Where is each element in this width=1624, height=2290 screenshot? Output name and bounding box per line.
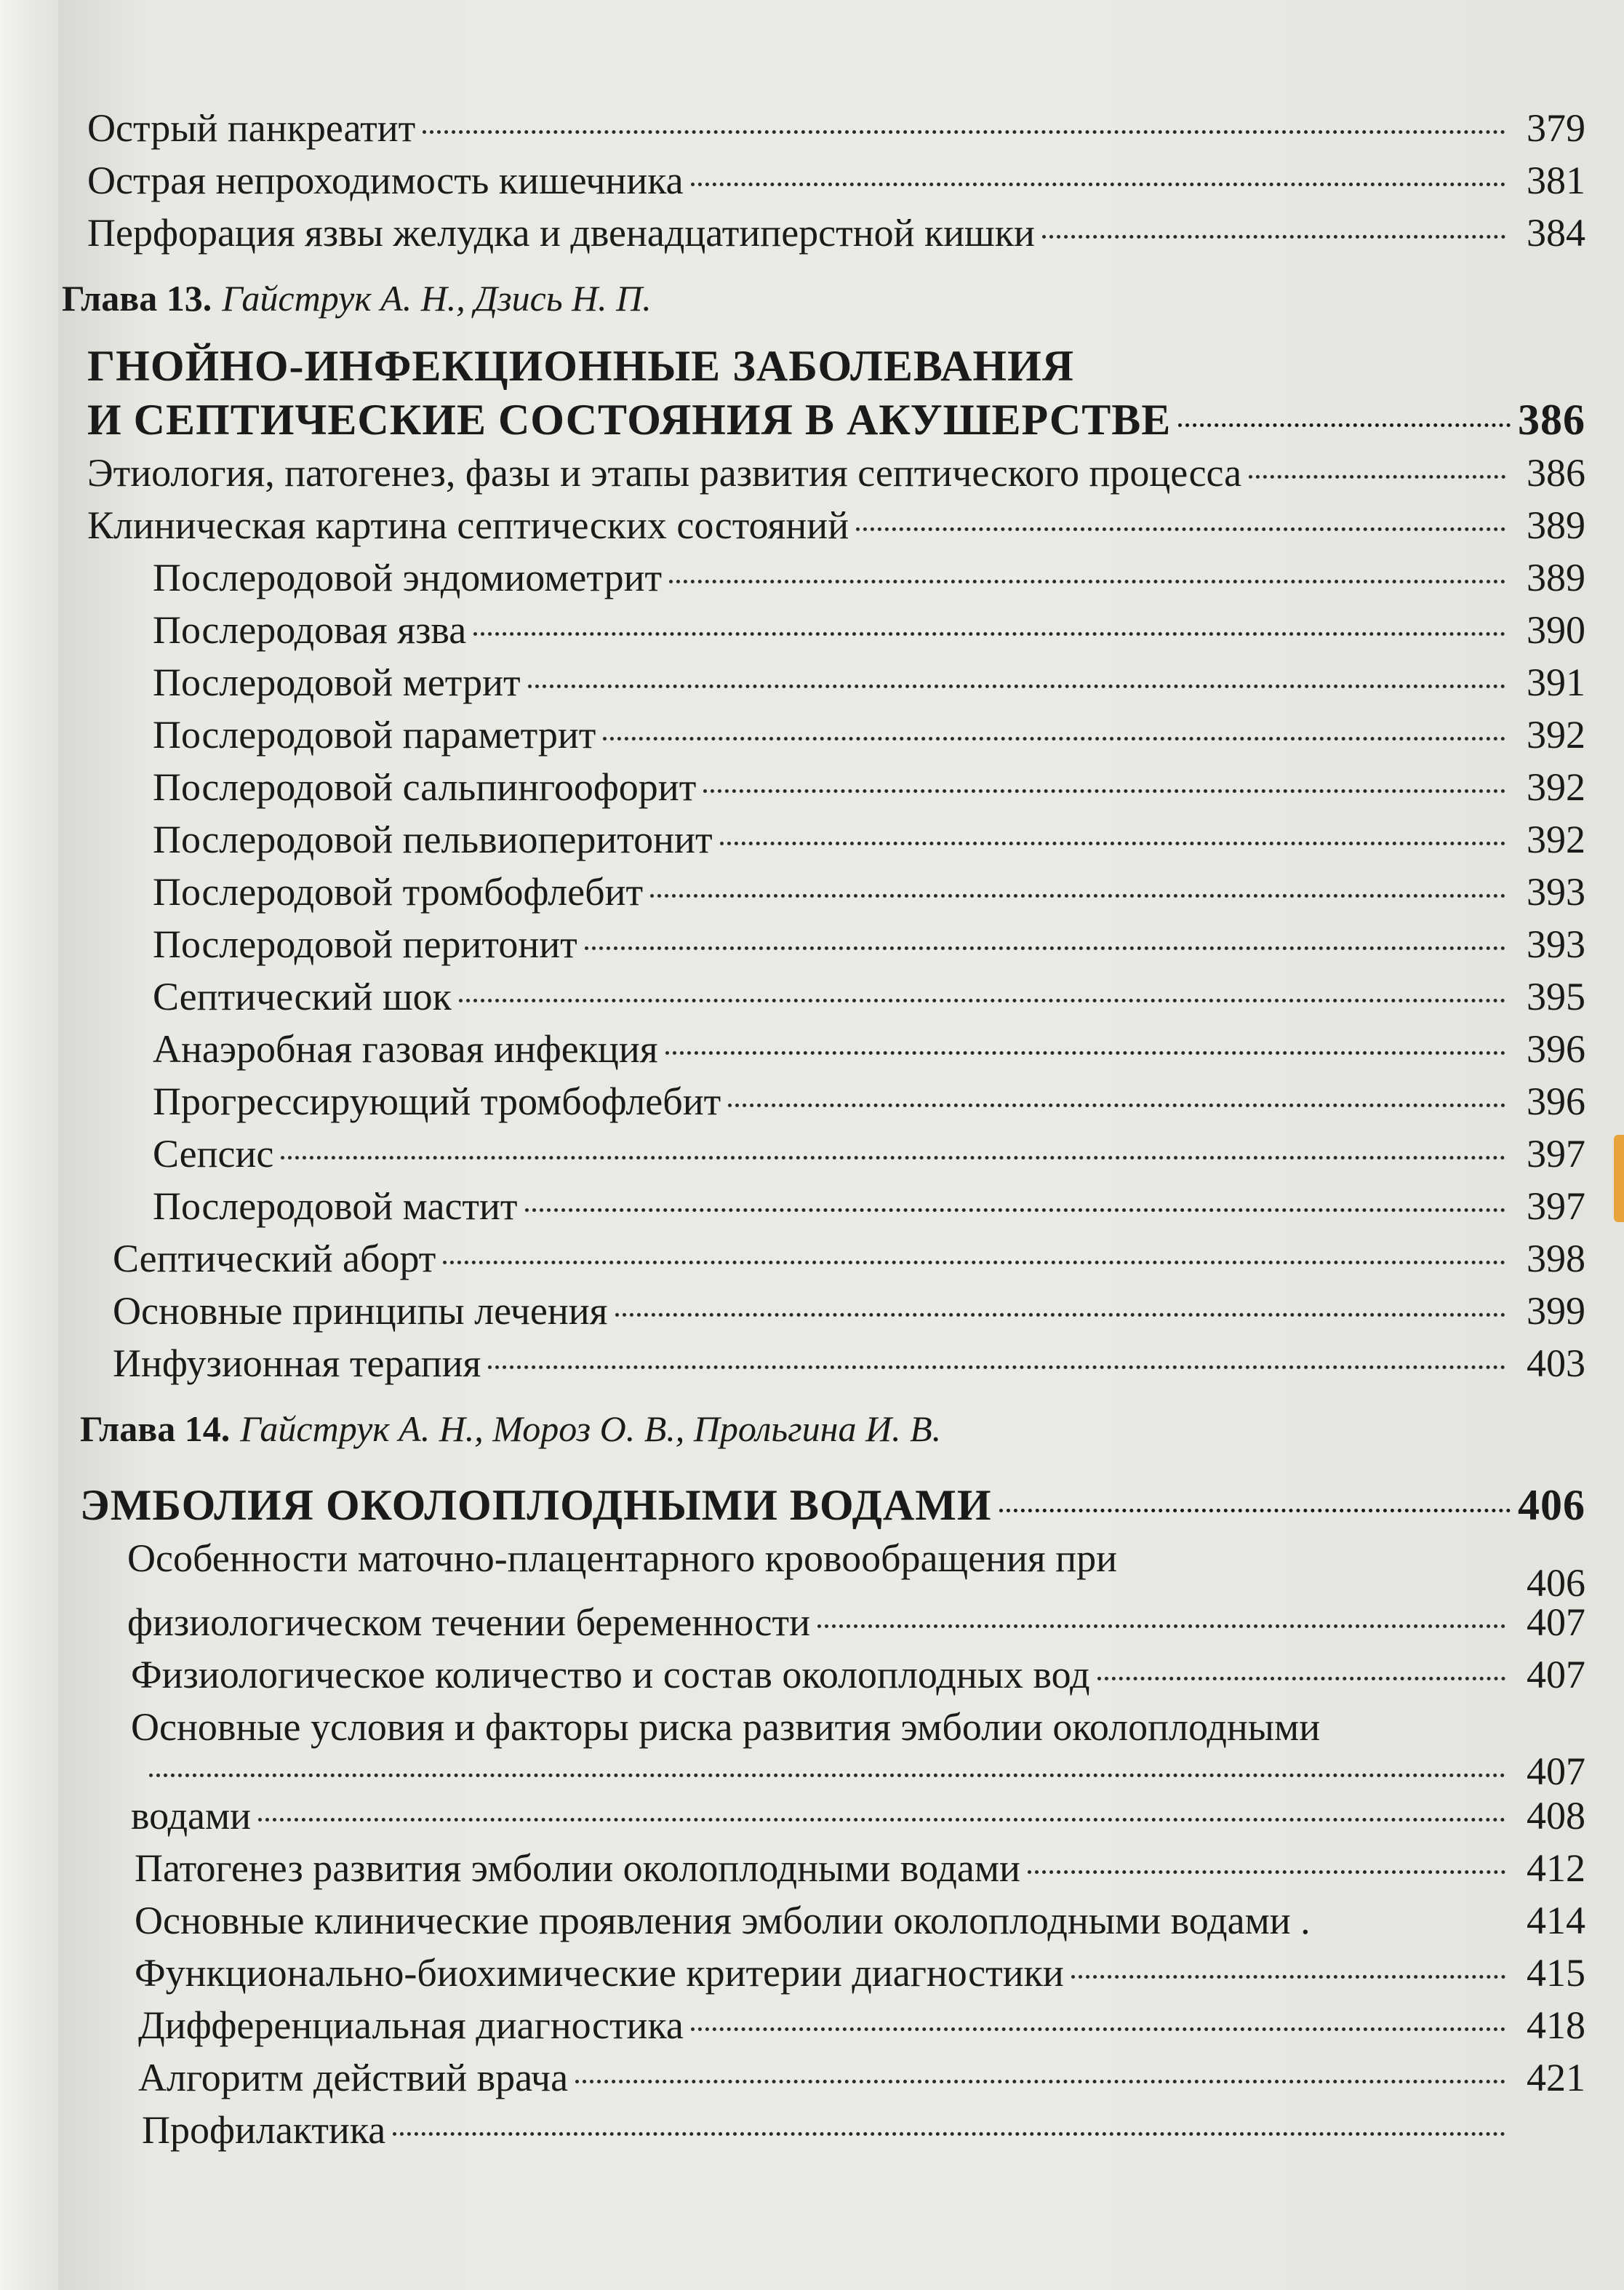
- dot-leader: [1249, 475, 1505, 479]
- toc-entry[interactable]: [87, 1648, 1585, 1701]
- toc-entry-page: 418: [1527, 2003, 1585, 2047]
- toc-entry-page: 392: [1527, 765, 1585, 809]
- toc-entry-title: водами: [131, 1794, 252, 1838]
- toc-entry-page-line[interactable]: [87, 1561, 1585, 1605]
- dot-leader: [669, 580, 1505, 583]
- toc-subentry[interactable]: [87, 866, 1585, 918]
- toc-subentry[interactable]: [87, 761, 1585, 813]
- dot-leader: [488, 1365, 1505, 1369]
- toc-entry-title: Послеродовой сальпингоофорит: [153, 765, 697, 809]
- toc-entry[interactable]: [87, 207, 1585, 259]
- toc-entry-page: 391: [1527, 661, 1585, 704]
- toc-entry-title: Острая непроходимость кишечника: [87, 159, 684, 202]
- toc-entry-title: Послеродовой метрит: [153, 661, 521, 704]
- book-page: [58, 0, 1624, 2290]
- dot-leader: [817, 1624, 1505, 1628]
- dot-leader: [856, 527, 1505, 531]
- toc-entry-title: Перфорация язвы желудка и двенадцатиперстной кишки: [87, 211, 1035, 255]
- toc-entry-line[interactable]: [87, 1701, 1585, 1753]
- toc-entry-title: Острый панкреатит: [87, 106, 416, 150]
- dot-leader: [720, 842, 1505, 845]
- toc-entry-title: Патогенез развития эмболии околоплодными водами: [135, 1846, 1020, 1890]
- toc-subentry[interactable]: [87, 604, 1585, 656]
- toc-entry-page: 396: [1527, 1027, 1585, 1071]
- toc-entry-title: Послеродовой перитонит: [153, 922, 577, 966]
- toc-entry-page: 389: [1527, 503, 1585, 547]
- toc-entry-title: Физиологическое количество и состав околоплодных вод: [131, 1653, 1090, 1696]
- dot-leader: [393, 2132, 1505, 2136]
- toc-entry-page: 393: [1527, 870, 1585, 914]
- chapter-14-header: [80, 1389, 1585, 1455]
- chapter-title-text: ЭМБОЛИЯ ОКОЛОПЛОДНЫМИ ВОДАМИ: [80, 1481, 992, 1529]
- toc-entry-page: 386: [1527, 451, 1585, 495]
- toc-entry-page: 395: [1527, 975, 1585, 1018]
- dot-leader: [691, 2027, 1505, 2031]
- toc-entry-page: 389: [1527, 556, 1585, 599]
- toc-entry-title: Септический аборт: [113, 1237, 436, 1280]
- toc-entry-line[interactable]: [87, 1750, 1585, 1793]
- chapter-title-page: 386: [1518, 396, 1585, 444]
- toc-entry-title: Особенности маточно-плацентарного кровообращения при: [127, 1536, 1117, 1580]
- toc-entry-title: Анаэробная газовая инфекция: [153, 1027, 658, 1071]
- dot-leader: [149, 1774, 1505, 1777]
- toc-entry-page: 415: [1527, 1951, 1585, 1995]
- chapter-14-title[interactable]: [80, 1478, 1585, 1532]
- toc-entry[interactable]: [87, 447, 1585, 499]
- toc-entry[interactable]: [87, 1790, 1585, 1842]
- chapter-title-text: И СЕПТИЧЕСКИЕ СОСТОЯНИЯ В АКУШЕРСТВЕ: [87, 396, 1172, 444]
- chapter-13-title-line1[interactable]: ГНОЙНО-ИНФЕКЦИОННЫЕ ЗАБОЛЕВАНИЯ: [87, 342, 1075, 390]
- toc-entry-page: 397: [1527, 1184, 1585, 1228]
- dot-leader: [1028, 1870, 1505, 1874]
- dot-leader: [525, 1208, 1505, 1212]
- toc-subentry[interactable]: [87, 813, 1585, 866]
- toc-entry-page: 390: [1527, 608, 1585, 652]
- dot-leader: [1097, 1677, 1505, 1680]
- toc-entry-title: Послеродовая язва: [153, 608, 467, 652]
- toc-entry[interactable]: [87, 1999, 1585, 2051]
- toc-entry[interactable]: [87, 2104, 1585, 2156]
- toc-entry[interactable]: [87, 1596, 1585, 1648]
- dot-leader: [585, 946, 1505, 950]
- toc-entry-title: Септический шок: [153, 975, 452, 1018]
- toc-subentry[interactable]: [87, 1075, 1585, 1128]
- toc-entry-title: Профилактика: [142, 2108, 386, 2152]
- dot-leader: [528, 685, 1505, 688]
- chapter-13-title-line2[interactable]: [87, 393, 1585, 447]
- toc-entry-title: Инфузионная терапия: [113, 1341, 481, 1385]
- dot-leader: [1178, 423, 1511, 427]
- toc-entry[interactable]: [87, 1232, 1585, 1285]
- toc-entry-title: Этиология, патогенез, фазы и этапы развития септического процесса: [87, 451, 1242, 495]
- dot-leader: [1318, 1923, 1505, 1926]
- toc-entry-page: 397: [1527, 1132, 1585, 1176]
- chapter-13-header: [62, 259, 1585, 324]
- toc-entry-page: 407: [1527, 1750, 1585, 1793]
- dot-leader: [999, 1509, 1511, 1512]
- toc-entry-title: Дифференциальная диагностика: [138, 2003, 684, 2047]
- dot-leader: [281, 1156, 1505, 1160]
- chapter-authors: Гайструк А. Н., Мороз О. В., Прольгина И. В.: [240, 1408, 942, 1449]
- toc-entry-title: Основные принципы лечения: [113, 1289, 608, 1333]
- toc-subentry[interactable]: [87, 656, 1585, 709]
- toc-entry[interactable]: [87, 1947, 1585, 1999]
- dot-leader: [615, 1313, 1505, 1317]
- toc-entry[interactable]: [87, 102, 1585, 154]
- toc-entry-page: 414: [1527, 1899, 1585, 1942]
- table-of-contents: [62, 102, 1585, 2156]
- dot-leader: [258, 1818, 1505, 1822]
- dot-leader: [473, 632, 1505, 636]
- toc-entry-page: 392: [1527, 818, 1585, 861]
- toc-entry-title: Клиническая картина септических состояний: [87, 503, 849, 547]
- toc-entry-page: 407: [1527, 1653, 1585, 1696]
- toc-entry-page: 381: [1527, 159, 1585, 202]
- toc-entry-page: 392: [1527, 713, 1585, 757]
- toc-entry-title: Послеродовой пельвиоперитонит: [153, 818, 713, 861]
- toc-entry[interactable]: [87, 1894, 1585, 1947]
- toc-entry-page: 379: [1527, 106, 1585, 150]
- toc-entry-title: Сепсис: [153, 1132, 274, 1176]
- toc-entry[interactable]: [87, 154, 1585, 207]
- toc-entry-page: 421: [1527, 2056, 1585, 2099]
- dot-leader: [443, 1261, 1505, 1264]
- toc-entry-page: 399: [1527, 1289, 1585, 1333]
- page-tab-marker: [1614, 1135, 1624, 1222]
- dot-leader: [1042, 235, 1505, 239]
- toc-entry-title: физиологическом течении беременности: [127, 1600, 810, 1644]
- toc-subentry[interactable]: [87, 1128, 1585, 1180]
- toc-subentry[interactable]: [87, 918, 1585, 970]
- toc-subentry[interactable]: [87, 1023, 1585, 1075]
- toc-entry-title: Алгоритм действий врача: [138, 2056, 569, 2099]
- toc-subentry[interactable]: [87, 709, 1585, 761]
- toc-entry-title: Основные условия и факторы риска развития эмболии околоплодными: [131, 1705, 1321, 1749]
- toc-entry-page: 408: [1527, 1794, 1585, 1838]
- toc-entry-title: Послеродовой мастит: [153, 1184, 518, 1228]
- toc-subentry[interactable]: [87, 1180, 1585, 1232]
- chapter-authors: Гайструк А. Н., Дзись Н. П.: [222, 278, 652, 319]
- toc-entry-title: Прогрессирующий тромбофлебит: [153, 1080, 721, 1123]
- toc-entry-page: 412: [1527, 1846, 1585, 1890]
- chapter-label: Глава 13.: [62, 278, 212, 319]
- toc-entry[interactable]: [87, 1285, 1585, 1337]
- page-edge: [0, 0, 58, 2290]
- dot-leader: [603, 737, 1505, 741]
- dot-leader: [423, 130, 1505, 134]
- dot-leader: [665, 1051, 1505, 1055]
- toc-entry-title: Основные клинические проявления эмболии околоплодными водами .: [135, 1899, 1311, 1942]
- toc-entry-title: Послеродовой тромбофлебит: [153, 870, 644, 914]
- chapter-title-page: 406: [1518, 1481, 1585, 1529]
- dot-leader: [1071, 1975, 1505, 1979]
- dot-leader: [703, 789, 1505, 793]
- toc-entry-page: 396: [1527, 1080, 1585, 1123]
- chapter-label: Глава 14.: [80, 1408, 231, 1449]
- toc-entry-page: 403: [1527, 1341, 1585, 1385]
- toc-entry-title: Послеродовой эндомиометрит: [153, 556, 663, 599]
- toc-entry[interactable]: [87, 2051, 1585, 2104]
- toc-entry-page: 384: [1527, 211, 1585, 255]
- dot-leader: [575, 2080, 1505, 2083]
- toc-entry[interactable]: [87, 499, 1585, 551]
- toc-subentry[interactable]: [87, 551, 1585, 604]
- toc-entry-page: 393: [1527, 922, 1585, 966]
- dot-leader: [728, 1104, 1505, 1107]
- toc-entry-title: Функционально-биохимические критерии диагностики: [135, 1951, 1064, 1995]
- toc-entry-title: Послеродовой параметрит: [153, 713, 596, 757]
- toc-entry[interactable]: [87, 1337, 1585, 1389]
- toc-entry[interactable]: [87, 1842, 1585, 1894]
- dot-leader: [459, 999, 1505, 1002]
- dot-leader: [691, 183, 1505, 186]
- toc-entry-page: 407: [1527, 1600, 1585, 1644]
- toc-entry-page: 398: [1527, 1237, 1585, 1280]
- dot-leader: [650, 894, 1505, 898]
- toc-subentry[interactable]: [87, 970, 1585, 1023]
- toc-entry-page: 406: [1527, 1561, 1585, 1605]
